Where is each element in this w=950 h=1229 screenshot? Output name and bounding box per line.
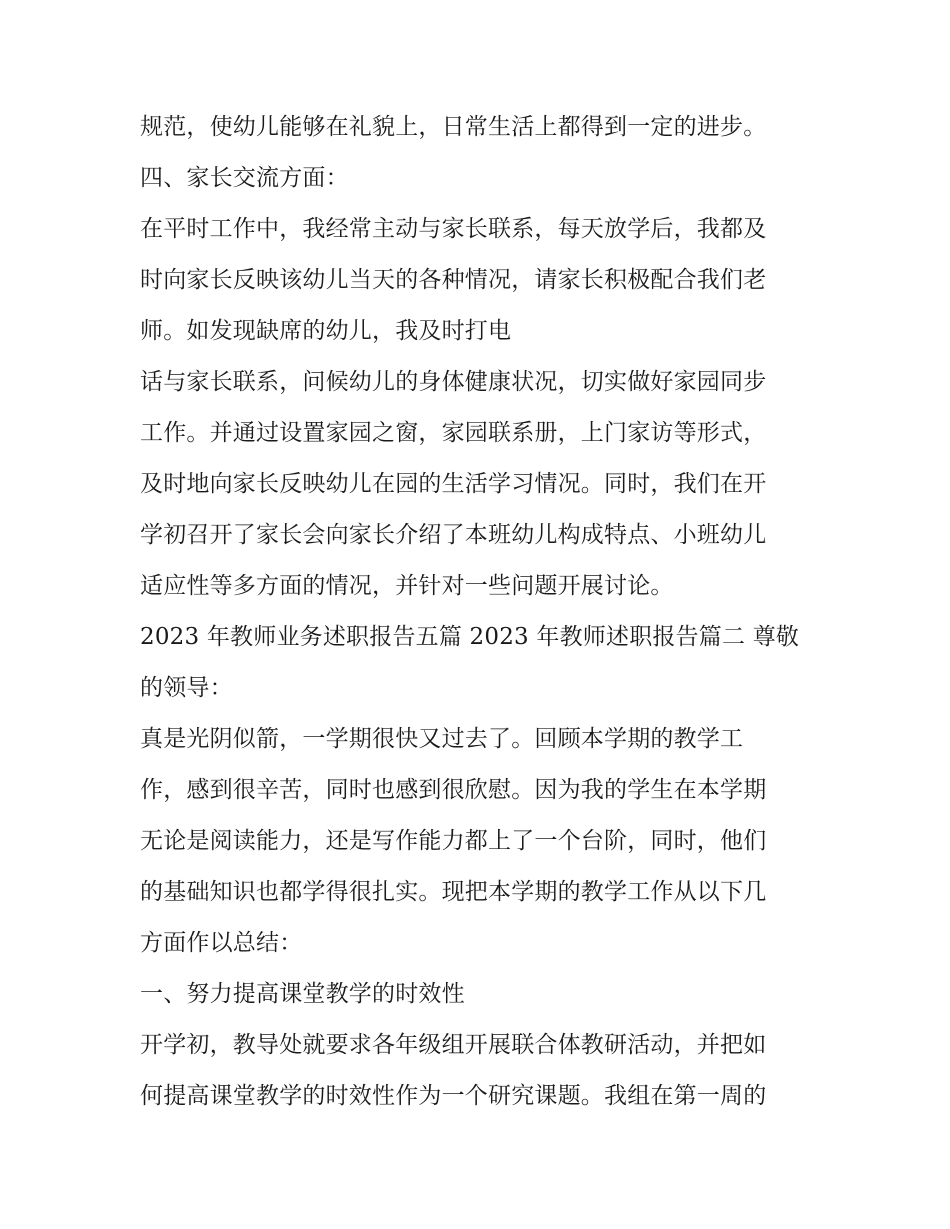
section-heading: 四、家长交流方面： — [140, 165, 349, 191]
text-line: 话与家长联系，问候幼儿的身体健康状况，切实做好家园同步 — [140, 369, 767, 395]
text-line: 开学初，教导处就要求各年级组开展联合体教研活动，并把如 — [140, 1032, 767, 1058]
section-heading: 一、努力提高课堂教学的时效性 — [140, 981, 465, 1007]
text-line: 适应性等多方面的情况，并针对一些问题开展讨论。 — [140, 573, 674, 599]
text-line: 方面作以总结： — [140, 930, 303, 956]
text-line: 师。如发现缺席的幼儿，我及时打电 — [140, 318, 512, 344]
text-line: 的基础知识也都学得很扎实。现把本学期的教学工作从以下几 — [140, 879, 767, 905]
text-line: 时向家长反映该幼儿当天的各种情况，请家长积极配合我们老 — [140, 267, 767, 293]
text-line: 在平时工作中，我经常主动与家长联系，每天放学后，我都及 — [140, 216, 767, 242]
text-line: 作，感到很辛苦，同时也感到很欣慰。因为我的学生在本学期 — [140, 777, 767, 803]
text-line: 无论是阅读能力，还是写作能力都上了一个台阶，同时，他们 — [140, 828, 767, 854]
text-line: 工作。并通过设置家园之窗，家园联系册，上门家访等形式， — [140, 420, 767, 446]
text-line: 及时地向家长反映幼儿在园的生活学习情况。同时，我们在开 — [140, 471, 767, 497]
document-body — [140, 102, 820, 1122]
text-line: 真是光阴似箭，一学期很快又过去了。回顾本学期的教学工 — [140, 726, 744, 752]
salutation-line: 的领导： — [140, 675, 233, 701]
text-line: 规范，使幼儿能够在礼貌上，日常生活上都得到一定的进步。 — [140, 114, 767, 140]
text-line: 何提高课堂教学的时效性作为一个研究课题。我组在第一周的 — [140, 1083, 767, 1109]
report-title-line: 2023 年教师业务述职报告五篇 2023 年教师述职报告篇二 尊敬 — [140, 624, 800, 650]
text-line: 学初召开了家长会向家长介绍了本班幼儿构成特点、小班幼儿 — [140, 522, 767, 548]
